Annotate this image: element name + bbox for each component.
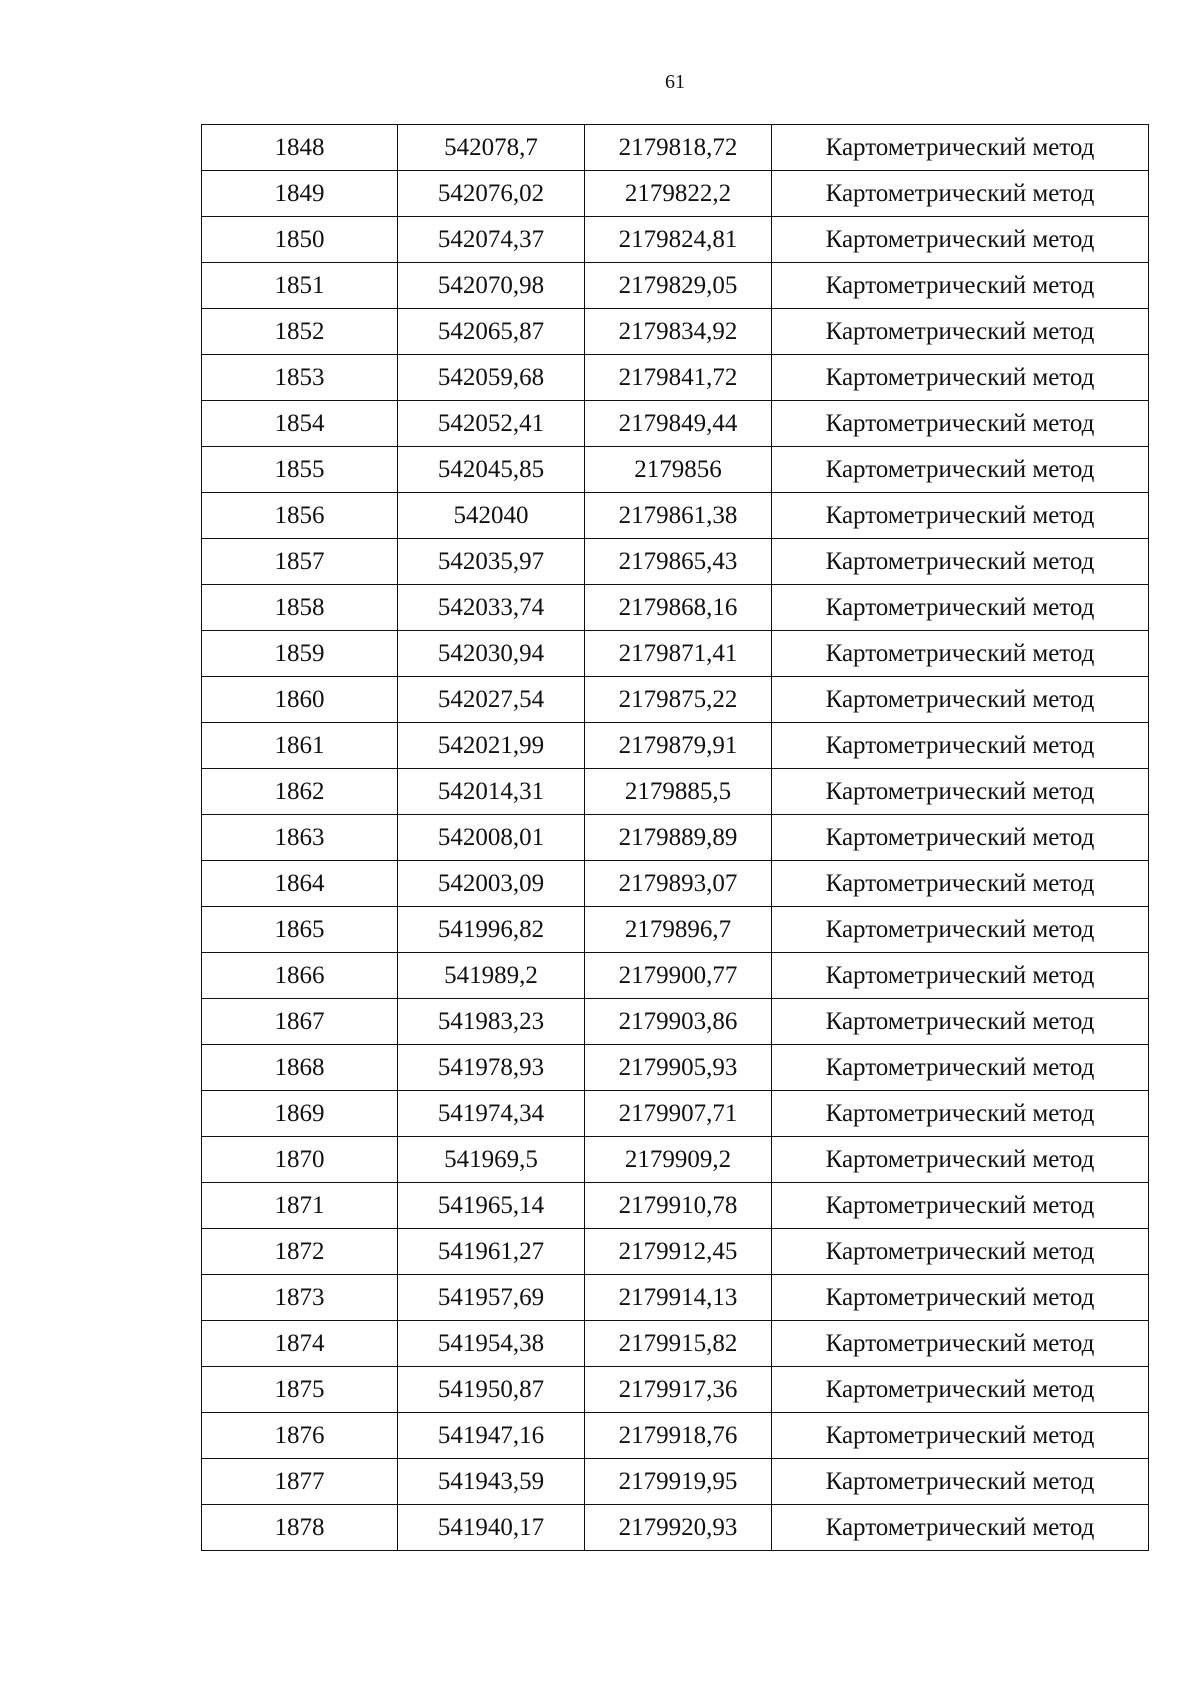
method-cell: Картометрический метод [772, 1137, 1149, 1183]
table-row [202, 999, 1149, 1045]
table-row [202, 585, 1149, 631]
table-row [202, 1505, 1149, 1551]
coordinates-table [201, 124, 1149, 1551]
x-coordinate-cell: 542074,37 [398, 217, 585, 263]
x-coordinate-cell: 542065,87 [398, 309, 585, 355]
table-row [202, 355, 1149, 401]
x-coordinate-cell: 541974,34 [398, 1091, 585, 1137]
table-row [202, 1321, 1149, 1367]
point-number-cell: 1874 [202, 1321, 398, 1367]
method-cell: Картометрический метод [772, 1229, 1149, 1275]
method-cell: Картометрический метод [772, 631, 1149, 677]
method-cell: Картометрический метод [772, 263, 1149, 309]
table-row [202, 677, 1149, 723]
method-cell: Картометрический метод [772, 585, 1149, 631]
y-coordinate-cell: 2179893,07 [585, 861, 772, 907]
point-number-cell: 1869 [202, 1091, 398, 1137]
y-coordinate-cell: 2179910,78 [585, 1183, 772, 1229]
table-row [202, 401, 1149, 447]
method-cell: Картометрический метод [772, 861, 1149, 907]
x-coordinate-cell: 541989,2 [398, 953, 585, 999]
table-row [202, 539, 1149, 585]
method-cell: Картометрический метод [772, 355, 1149, 401]
point-number-cell: 1872 [202, 1229, 398, 1275]
x-coordinate-cell: 542059,68 [398, 355, 585, 401]
point-number-cell: 1866 [202, 953, 398, 999]
x-coordinate-cell: 541965,14 [398, 1183, 585, 1229]
method-cell: Картометрический метод [772, 769, 1149, 815]
point-number-cell: 1852 [202, 309, 398, 355]
y-coordinate-cell: 2179909,2 [585, 1137, 772, 1183]
x-coordinate-cell: 542033,74 [398, 585, 585, 631]
table-row [202, 1091, 1149, 1137]
point-number-cell: 1875 [202, 1367, 398, 1413]
method-cell: Картометрический метод [772, 171, 1149, 217]
y-coordinate-cell: 2179900,77 [585, 953, 772, 999]
point-number-cell: 1857 [202, 539, 398, 585]
point-number-cell: 1864 [202, 861, 398, 907]
point-number-cell: 1851 [202, 263, 398, 309]
point-number-cell: 1850 [202, 217, 398, 263]
y-coordinate-cell: 2179919,95 [585, 1459, 772, 1505]
point-number-cell: 1853 [202, 355, 398, 401]
method-cell: Картометрический метод [772, 217, 1149, 263]
method-cell: Картометрический метод [772, 815, 1149, 861]
y-coordinate-cell: 2179879,91 [585, 723, 772, 769]
table-row [202, 1229, 1149, 1275]
method-cell: Картометрический метод [772, 907, 1149, 953]
table-row [202, 217, 1149, 263]
point-number-cell: 1859 [202, 631, 398, 677]
point-number-cell: 1860 [202, 677, 398, 723]
table-row [202, 953, 1149, 999]
table-row [202, 309, 1149, 355]
method-cell: Картометрический метод [772, 493, 1149, 539]
y-coordinate-cell: 2179829,05 [585, 263, 772, 309]
x-coordinate-cell: 542008,01 [398, 815, 585, 861]
y-coordinate-cell: 2179914,13 [585, 1275, 772, 1321]
table-row [202, 861, 1149, 907]
point-number-cell: 1877 [202, 1459, 398, 1505]
x-coordinate-cell: 542045,85 [398, 447, 585, 493]
point-number-cell: 1871 [202, 1183, 398, 1229]
x-coordinate-cell: 541961,27 [398, 1229, 585, 1275]
y-coordinate-cell: 2179849,44 [585, 401, 772, 447]
method-cell: Картометрический метод [772, 401, 1149, 447]
y-coordinate-cell: 2179905,93 [585, 1045, 772, 1091]
y-coordinate-cell: 2179889,89 [585, 815, 772, 861]
x-coordinate-cell: 541943,59 [398, 1459, 585, 1505]
table-row [202, 171, 1149, 217]
point-number-cell: 1868 [202, 1045, 398, 1091]
point-number-cell: 1865 [202, 907, 398, 953]
y-coordinate-cell: 2179841,72 [585, 355, 772, 401]
table-row [202, 907, 1149, 953]
y-coordinate-cell: 2179856 [585, 447, 772, 493]
table-row [202, 1459, 1149, 1505]
method-cell: Картометрический метод [772, 1413, 1149, 1459]
y-coordinate-cell: 2179896,7 [585, 907, 772, 953]
method-cell: Картометрический метод [772, 1367, 1149, 1413]
x-coordinate-cell: 541954,38 [398, 1321, 585, 1367]
x-coordinate-cell: 542035,97 [398, 539, 585, 585]
point-number-cell: 1873 [202, 1275, 398, 1321]
point-number-cell: 1856 [202, 493, 398, 539]
y-coordinate-cell: 2179920,93 [585, 1505, 772, 1551]
point-number-cell: 1876 [202, 1413, 398, 1459]
table-row [202, 263, 1149, 309]
y-coordinate-cell: 2179861,38 [585, 493, 772, 539]
point-number-cell: 1870 [202, 1137, 398, 1183]
table-row [202, 493, 1149, 539]
method-cell: Картометрический метод [772, 999, 1149, 1045]
table-row [202, 1413, 1149, 1459]
y-coordinate-cell: 2179875,22 [585, 677, 772, 723]
x-coordinate-cell: 542076,02 [398, 171, 585, 217]
y-coordinate-cell: 2179917,36 [585, 1367, 772, 1413]
x-coordinate-cell: 541996,82 [398, 907, 585, 953]
y-coordinate-cell: 2179907,71 [585, 1091, 772, 1137]
x-coordinate-cell: 541940,17 [398, 1505, 585, 1551]
method-cell: Картометрический метод [772, 1321, 1149, 1367]
method-cell: Картометрический метод [772, 677, 1149, 723]
y-coordinate-cell: 2179903,86 [585, 999, 772, 1045]
x-coordinate-cell: 541969,5 [398, 1137, 585, 1183]
y-coordinate-cell: 2179822,2 [585, 171, 772, 217]
method-cell: Картометрический метод [772, 1045, 1149, 1091]
point-number-cell: 1867 [202, 999, 398, 1045]
table-row [202, 125, 1149, 171]
x-coordinate-cell: 542021,99 [398, 723, 585, 769]
y-coordinate-cell: 2179915,82 [585, 1321, 772, 1367]
method-cell: Картометрический метод [772, 1459, 1149, 1505]
y-coordinate-cell: 2179871,41 [585, 631, 772, 677]
x-coordinate-cell: 541950,87 [398, 1367, 585, 1413]
point-number-cell: 1854 [202, 401, 398, 447]
x-coordinate-cell: 542027,54 [398, 677, 585, 723]
point-number-cell: 1855 [202, 447, 398, 493]
y-coordinate-cell: 2179868,16 [585, 585, 772, 631]
y-coordinate-cell: 2179912,45 [585, 1229, 772, 1275]
method-cell: Картометрический метод [772, 309, 1149, 355]
table-row [202, 447, 1149, 493]
point-number-cell: 1858 [202, 585, 398, 631]
table-row [202, 1045, 1149, 1091]
y-coordinate-cell: 2179865,43 [585, 539, 772, 585]
method-cell: Картометрический метод [772, 1183, 1149, 1229]
y-coordinate-cell: 2179834,92 [585, 309, 772, 355]
table-row [202, 1183, 1149, 1229]
x-coordinate-cell: 542040 [398, 493, 585, 539]
method-cell: Картометрический метод [772, 1275, 1149, 1321]
table-row [202, 1367, 1149, 1413]
method-cell: Картометрический метод [772, 125, 1149, 171]
x-coordinate-cell: 542078,7 [398, 125, 585, 171]
table-row [202, 631, 1149, 677]
table-row [202, 769, 1149, 815]
table-row [202, 815, 1149, 861]
y-coordinate-cell: 2179918,76 [585, 1413, 772, 1459]
coordinates-table-body [202, 125, 1149, 1551]
point-number-cell: 1848 [202, 125, 398, 171]
x-coordinate-cell: 541947,16 [398, 1413, 585, 1459]
x-coordinate-cell: 541978,93 [398, 1045, 585, 1091]
method-cell: Картометрический метод [772, 1505, 1149, 1551]
page-number: 61 [665, 71, 685, 93]
x-coordinate-cell: 542014,31 [398, 769, 585, 815]
point-number-cell: 1862 [202, 769, 398, 815]
x-coordinate-cell: 542052,41 [398, 401, 585, 447]
point-number-cell: 1863 [202, 815, 398, 861]
table-row [202, 723, 1149, 769]
method-cell: Картометрический метод [772, 723, 1149, 769]
x-coordinate-cell: 541983,23 [398, 999, 585, 1045]
method-cell: Картометрический метод [772, 1091, 1149, 1137]
method-cell: Картометрический метод [772, 539, 1149, 585]
method-cell: Картометрический метод [772, 953, 1149, 999]
y-coordinate-cell: 2179824,81 [585, 217, 772, 263]
method-cell: Картометрический метод [772, 447, 1149, 493]
x-coordinate-cell: 542003,09 [398, 861, 585, 907]
table-row [202, 1275, 1149, 1321]
x-coordinate-cell: 541957,69 [398, 1275, 585, 1321]
x-coordinate-cell: 542070,98 [398, 263, 585, 309]
point-number-cell: 1849 [202, 171, 398, 217]
y-coordinate-cell: 2179818,72 [585, 125, 772, 171]
y-coordinate-cell: 2179885,5 [585, 769, 772, 815]
point-number-cell: 1878 [202, 1505, 398, 1551]
table-row [202, 1137, 1149, 1183]
x-coordinate-cell: 542030,94 [398, 631, 585, 677]
point-number-cell: 1861 [202, 723, 398, 769]
